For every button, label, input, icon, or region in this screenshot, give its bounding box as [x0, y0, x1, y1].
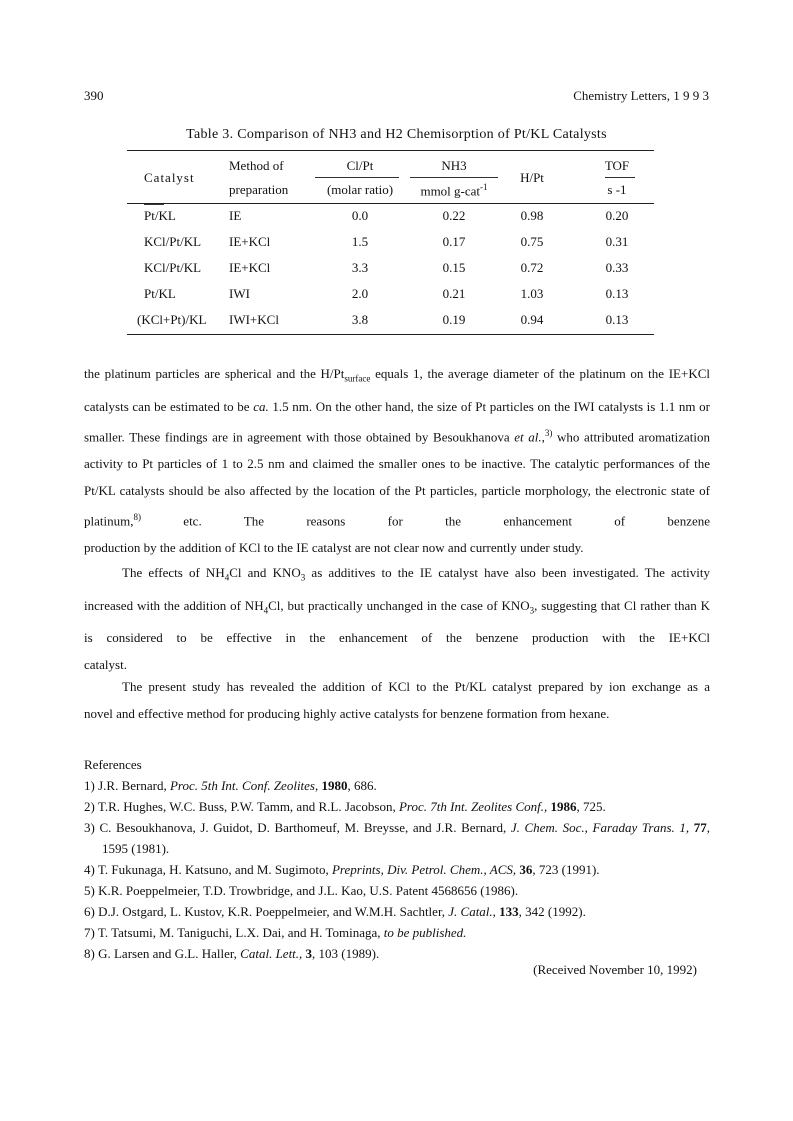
header-tof-line2: s -1	[607, 182, 627, 197]
paragraph-2-last-line: catalyst.	[84, 657, 127, 673]
reference-item: 5) K.R. Poeppelmeier, T.D. Trowbridge, and J.L. Kao, U.S. Patent 4568656 (1986).	[84, 883, 519, 898]
reference-item: 6) D.J. Ostgard, L. Kustov, K.R. Poeppelmeier, and W.M.H. Sachtler, J. Catal., 133, 342 (1992).	[84, 904, 586, 919]
row-tof: 0.31	[605, 234, 629, 249]
row-clpt: 2.0	[351, 286, 369, 301]
row-catalyst: KCl/Pt/KL	[144, 260, 202, 275]
row-clpt: 3.8	[351, 312, 369, 327]
row-nh3: 0.17	[442, 234, 466, 249]
header-nh3-line1: NH3	[441, 158, 467, 173]
row-method: IE	[229, 208, 242, 223]
row-catalyst: KCl/Pt/KL	[144, 234, 202, 249]
clpt-underline	[315, 177, 399, 178]
paragraph-1: the platinum particles are spherical and the $H/Pt_{surface}$ equals 1, the average diameter of the platinum on the IE+KCl catalysts can be estimated to be ca. 1.5 nm. On the other hand, the size of Pt particles on the IWI catalysts is 1.1 nm or smaller. These findings are in agreement with those obtained by Besoukhanova et al.,$^{3)}$ who attributed aromatization activity to Pt particles of 1 to 2.5 nm and claimed the smaller ones to be inactive. The catalytic performances of the Pt/KL catalysts should be also affected by the location of the Pt particles, particle morphology, the electronic state of platinum,$^{8)}$ etc. The reasons for the enhancement of benzene production by the addition of KCl to the IE catalyst are not clear now and currently under study.	[84, 360, 710, 561]
paragraph-2: The effects of $NH_4Cl$ and $KNO_3$ as additives to the IE catalyst have also been investigated. The activity increased with the addition of $NH_4Cl$, but practically unchanged in the case of $KNO_3$, suggesting that Cl rather than K is considered to be effective in the enhancement of the benzene production with the IE+KCl catalyst.	[84, 559, 710, 678]
row-hpt: 0.75	[520, 234, 544, 249]
references	[84, 754, 710, 964]
header-catalyst: Catalyst	[144, 170, 195, 185]
tof-underline	[605, 177, 635, 178]
header-method-line1: Method of	[229, 158, 284, 173]
row-catalyst: Pt/KL	[144, 208, 176, 223]
nh3-underline	[410, 177, 498, 178]
row-nh3: 0.22	[442, 208, 466, 223]
row-catalyst: (KCl+Pt)/KL	[137, 312, 207, 327]
row-hpt: 0.72	[520, 260, 544, 275]
header-clpt-line1: Cl/Pt	[346, 158, 374, 173]
journal-name: Chemistry Letters, 1 9 9 3	[573, 88, 709, 103]
header-tof-line1: TOF	[604, 158, 630, 173]
row-method: IWI+KCl	[229, 312, 279, 327]
reference-item: 4) T. Fukunaga, H. Katsuno, and M. Sugimoto, Preprints, Div. Petrol. Chem., ACS, 36, 723 (1991).	[84, 862, 600, 877]
reference-item: 8) G. Larsen and G.L. Haller, Catal. Lett., 3, 103 (1989).	[84, 946, 380, 961]
row-nh3: 0.15	[442, 260, 466, 275]
reference-item: 7) T. Tatsumi, M. Taniguchi, L.X. Dai, and H. Tominaga, to be published.	[84, 925, 467, 940]
row-hpt: 1.03	[520, 286, 544, 301]
row-tof: 0.13	[605, 312, 629, 327]
row-hpt: 0.98	[520, 208, 544, 223]
catalyst-underline	[144, 204, 164, 205]
row-tof: 0.13	[605, 286, 629, 301]
page-number: 390	[84, 88, 104, 103]
table-caption: Table 3. Comparison of NH3 and H2 Chemisorption of Pt/KL Catalysts	[186, 127, 607, 142]
paragraph-1-last-line: production by the addition of KCl to the IE catalyst are not clear now and currently under study.	[84, 540, 584, 556]
row-method: IWI	[229, 286, 250, 301]
paragraph-3-last-line: novel and effective method for producing highly active catalysts for benzene formation from hexane.	[84, 706, 610, 721]
row-clpt: 0.0	[351, 208, 369, 223]
header-method-line2: preparation	[229, 182, 289, 197]
row-clpt: 3.3	[351, 260, 369, 275]
paragraph-3: The present study has revealed the addition of KCl to the Pt/KL catalyst prepared by ion exchange as a novel and effective method for producing highly active catalysts for benzene formation from hexane.	[84, 673, 710, 727]
header-hpt: H/Pt	[520, 170, 544, 185]
row-nh3: 0.21	[442, 286, 466, 301]
table-bottom-rule	[127, 334, 654, 335]
row-method: IE+KCl	[229, 234, 271, 249]
references-heading: References	[84, 757, 142, 772]
reference-item: 1) J.R. Bernard, Proc. 5th Int. Conf. Zeolites, 1980, 686.	[84, 778, 377, 793]
row-method: IE+KCl	[229, 260, 271, 275]
nh3-unit: mmol g-cat	[420, 183, 481, 199]
received-date: (Received November 10, 1992)	[533, 962, 697, 977]
table-header-rule	[127, 203, 654, 204]
header-clpt-line2: (molar ratio)	[326, 182, 394, 197]
row-tof: 0.20	[605, 208, 629, 223]
header-nh3-line2	[405, 182, 503, 199]
reference-item: 3) C. Besoukhanova, J. Guidot, D. Barthomeuf, M. Breysse, and J.R. Bernard, J. Chem. Soc., Faraday Trans. 1, 77, 1595 (1981).	[84, 820, 710, 856]
nh3-unit-sup: -1	[480, 182, 488, 192]
table-top-rule	[127, 150, 654, 151]
row-clpt: 1.5	[351, 234, 369, 249]
reference-item: 2) T.R. Hughes, W.C. Buss, P.W. Tamm, and R.L. Jacobson, Proc. 7th Int. Zeolites Conf., 1986, 725.	[84, 799, 606, 814]
row-nh3: 0.19	[442, 312, 466, 327]
row-hpt: 0.94	[520, 312, 544, 327]
row-catalyst: Pt/KL	[144, 286, 176, 301]
row-tof: 0.33	[605, 260, 629, 275]
